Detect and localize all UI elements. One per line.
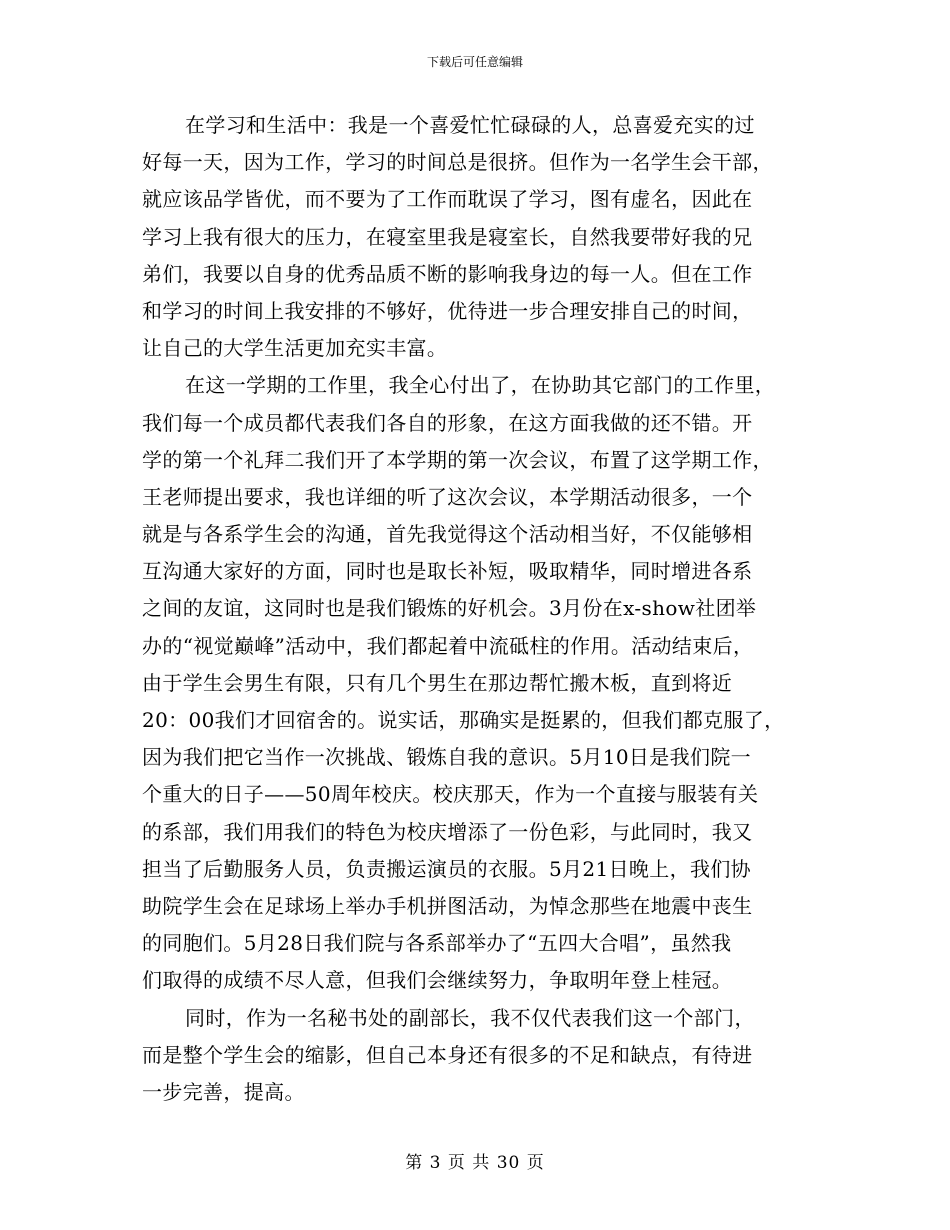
paragraph-2-line-16: 的同胞们。5月28日我们院与各系部举办了“五四大合唱”，虽然我 bbox=[142, 931, 732, 956]
paragraph-2-line-6: 互沟通大家好的方面，同时也是取长补短，吸取精华，同时增进各系 bbox=[142, 559, 753, 584]
paragraph-1-line-5: 弟们，我要以自身的优秀品质不断的影响我身边的每一人。但在工作 bbox=[142, 261, 753, 286]
paragraph-2-line-7: 之间的友谊，这同时也是我们锻炼的好机会。3月份在x-show社团举 bbox=[142, 596, 757, 621]
page-header-note: 下载后可任意编辑 bbox=[426, 55, 523, 69]
paragraph-1-line-2: 好每一天，因为工作，学习的时间总是很挤。但作为一名学生会干部， bbox=[142, 150, 773, 175]
paragraph-2-line-14: 担当了后勤服务人员，负责搬运演员的衣服。5月21日晚上，我们协 bbox=[142, 856, 752, 881]
paragraph-1-line-3: 就应该品学皆优，而不要为了工作而耽误了学习，图有虚名，因此在 bbox=[142, 187, 753, 212]
page-number-footer: 第 3 页 共 30 页 bbox=[405, 1153, 545, 1173]
paragraph-3-line-2: 而是整个学生会的缩影，但自己本身还有很多的不足和缺点，有待进 bbox=[142, 1042, 753, 1067]
paragraph-1-line-1: 在学习和生活中：我是一个喜爱忙忙碌碌的人，总喜爱充实的过 bbox=[185, 113, 755, 137]
paragraph-2-line-2: 我们每一个成员都代表我们各自的形象，在这方面我做的还不错。开 bbox=[142, 410, 753, 435]
paragraph-3-line-1: 同时，作为一名秘书处的副部长，我不仅代表我们这一个部门， bbox=[185, 1005, 755, 1030]
paragraph-1-line-6: 和学习的时间上我安排的不够好，优待进一步合理安排自己的时间， bbox=[142, 298, 753, 323]
document-body bbox=[142, 107, 814, 1111]
paragraph-2-line-9: 由于学生会男生有限，只有几个男生在那边帮忙搬木板，直到将近 bbox=[142, 670, 733, 695]
paragraph-2-line-8: 办的“视觉巅峰”活动中，我们都起着中流砥柱的作用。活动结束后， bbox=[142, 633, 754, 658]
paragraph-1-line-7: 让自己的大学生活更加充实丰富。 bbox=[142, 336, 448, 361]
paragraph-2-line-11: 因为我们把它当作一次挑战、锻炼自我的意识。5月10日是我们院一 bbox=[142, 745, 752, 770]
paragraph-3-line-3: 一步完善，提高。 bbox=[142, 1079, 305, 1104]
paragraph-2-line-12: 个重大的日子——50周年校庆。校庆那天，作为一个直接与服装有关 bbox=[142, 782, 759, 807]
paragraph-2-line-10: 20：00我们才回宿舍的。说实话，那确实是挺累的，但我们都克服了， bbox=[142, 708, 785, 732]
paragraph-2-line-17: 们取得的成绩不尽人意，但我们会继续努力，争取明年登上桂冠。 bbox=[142, 968, 733, 993]
paragraph-2-line-3: 学的第一个礼拜二我们开了本学期的第一次会议，布置了这学期工作， bbox=[142, 447, 773, 472]
paragraph-1-line-4: 学习上我有很大的压力，在寝室里我是寝室长，自然我要带好我的兄 bbox=[142, 224, 753, 249]
paragraph-2-line-13: 的系部，我们用我们的特色为校庆增添了一份色彩，与此同时，我又 bbox=[142, 819, 753, 844]
paragraph-2-line-1: 在这一学期的工作里，我全心付出了，在协助其它部门的工作里， bbox=[185, 373, 776, 398]
paragraph-2-line-5: 就是与各系学生会的沟通，首先我觉得这个活动相当好，不仅能够相 bbox=[142, 522, 753, 547]
paragraph-2-line-15: 助院学生会在足球场上举办手机拼图活动，为悼念那些在地震中丧生 bbox=[142, 893, 753, 918]
paragraph-2-line-4: 王老师提出要求，我也详细的听了这次会议，本学期活动很多，一个 bbox=[142, 484, 753, 509]
